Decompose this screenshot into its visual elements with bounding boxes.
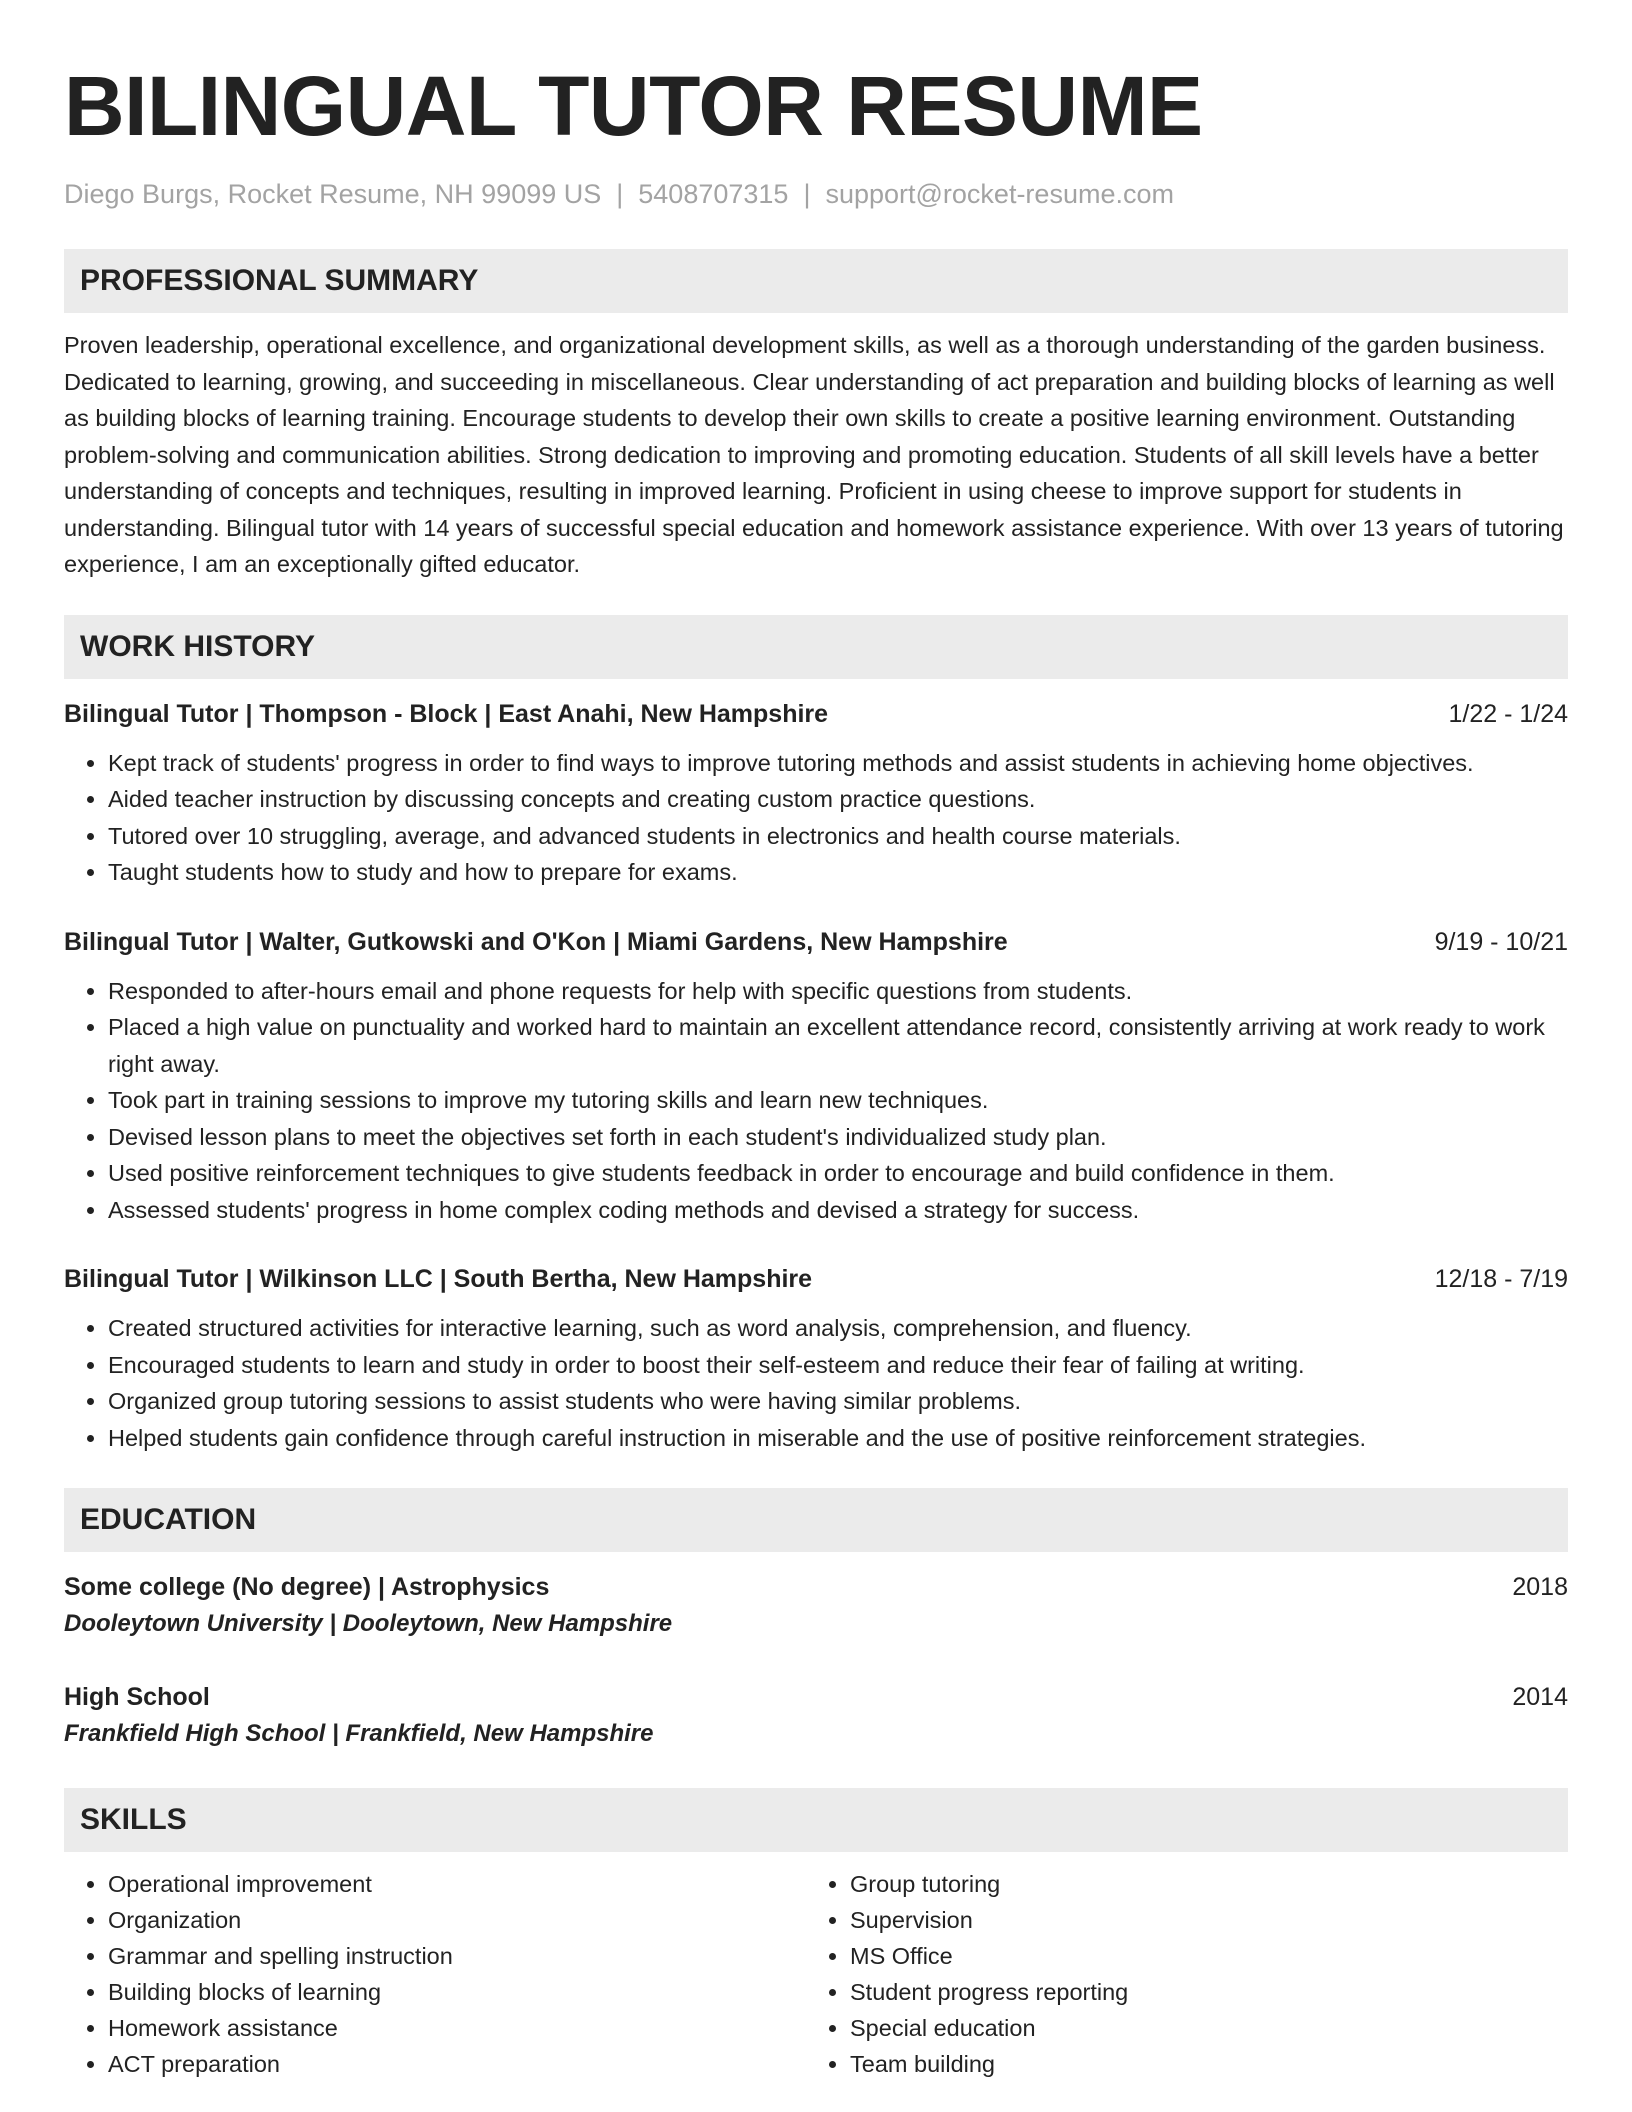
- job-title: Bilingual Tutor | Walter, Gutkowski and O'Kon | Miami Gardens, New Hampshire: [64, 927, 1008, 956]
- skill-item: • Team building: [850, 2046, 1548, 2082]
- job-bullets: [64, 1310, 1568, 1456]
- job-bullet: • Encouraged students to learn and study in order to boost their self-esteem and reduce their fear of failing at writing.: [108, 1347, 1568, 1384]
- contact-line: [64, 178, 1568, 210]
- skills-column-right: [806, 1866, 1548, 2082]
- education-date: 2014: [1512, 1683, 1568, 1711]
- education-school: Frankfield High School | Frankfield, New Hampshire: [64, 1720, 654, 1747]
- job-header: [64, 1260, 1568, 1298]
- skills-column-left: [64, 1866, 806, 2082]
- job-entry: [64, 695, 1568, 891]
- job-date: 9/19 - 10/21: [1434, 927, 1568, 956]
- job-date: 1/22 - 1/24: [1448, 699, 1568, 728]
- skill-item: • Supervision: [850, 1902, 1548, 1938]
- job-entry: [64, 923, 1568, 1229]
- job-title: Bilingual Tutor | Wilkinson LLC | South Bertha, New Hampshire: [64, 1265, 813, 1293]
- skill-item: • Student progress reporting: [850, 1974, 1548, 2010]
- resume-title: BILINGUAL TUTOR RESUME: [64, 59, 1203, 153]
- summary-heading: PROFESSIONAL SUMMARY: [64, 249, 1568, 313]
- education-degree: High School: [64, 1683, 210, 1711]
- resume-page: [64, 56, 1568, 2082]
- job-bullets: [64, 973, 1568, 1229]
- contact-separator: |: [616, 179, 624, 209]
- job-bullet: • Aided teacher instruction by discussing concepts and creating custom practice questions.: [108, 781, 1568, 818]
- job-bullet: • Helped students gain confidence through careful instruction in miserable and the use of positive reinforcement strategies.: [108, 1420, 1568, 1457]
- education-school: Dooleytown University | Dooleytown, New Hampshire: [64, 1610, 673, 1637]
- education-date: 2018: [1512, 1573, 1568, 1601]
- job-bullet: • Took part in training sessions to improve my tutoring skills and learn new techniques.: [108, 1082, 1568, 1119]
- education-heading: EDUCATION: [64, 1488, 1568, 1552]
- job-bullet: • Placed a high value on punctuality and worked hard to maintain an excellent attendance record, consistently arriving at work ready to work right away.: [108, 1009, 1568, 1082]
- skill-item: • Homework assistance: [108, 2010, 806, 2046]
- skills-list: [64, 1866, 1568, 2082]
- education-entry: [64, 1568, 1568, 1642]
- education-header: [64, 1678, 1568, 1716]
- skill-item: • Building blocks of learning: [108, 1974, 806, 2010]
- education-header: [64, 1568, 1568, 1606]
- skill-item: • Grammar and spelling instruction: [108, 1938, 806, 1974]
- job-bullet: • Tutored over 10 struggling, average, and advanced students in electronics and health course materials.: [108, 818, 1568, 855]
- education-degree: Some college (No degree) | Astrophysics: [64, 1573, 550, 1601]
- skill-item: • Group tutoring: [850, 1866, 1548, 1902]
- skills-heading: SKILLS: [64, 1788, 1568, 1852]
- contact-address: Diego Burgs, Rocket Resume, NH 99099 US: [64, 179, 602, 209]
- job-bullet: • Responded to after-hours email and phone requests for help with specific questions from students.: [108, 973, 1568, 1010]
- skill-item: • Special education: [850, 2010, 1548, 2046]
- summary-text: Proven leadership, operational excellence, and organizational development skills, as well as a thorough understanding of the garden business. Dedicated to learning, growing, and succeeding in miscellaneous. Clear understanding of act preparation and building blocks of learning as well as building blocks of learning training. Encourage students to develop their own skills to create a positive learning environment. Outstanding problem-solving and communication abilities. Strong dedication to improving and promoting education. Students of all skill levels have a better understanding of concepts and techniques, resulting in improved learning. Proficient in using cheese to improve support for students in understanding. Bilingual tutor with 14 years of successful special education and homework assistance experience. With over 13 years of tutoring experience, I am an exceptionally gifted educator.: [64, 332, 1564, 577]
- job-bullet: • Devised lesson plans to meet the objectives set forth in each student's individualized study plan.: [108, 1119, 1568, 1156]
- skill-item: • ACT preparation: [108, 2046, 806, 2082]
- skill-item: • MS Office: [850, 1938, 1548, 1974]
- job-date: 12/18 - 7/19: [1434, 1265, 1568, 1293]
- contact-email: support@rocket-resume.com: [825, 179, 1174, 209]
- job-bullet: • Created structured activities for interactive learning, such as word analysis, comprehension, and fluency.: [108, 1310, 1568, 1347]
- job-bullet: • Taught students how to study and how to prepare for exams.: [108, 854, 1568, 891]
- contact-phone: 5408707315: [638, 179, 789, 209]
- contact-separator: |: [803, 179, 811, 209]
- job-title: Bilingual Tutor | Thompson - Block | East Anahi, New Hampshire: [64, 699, 829, 728]
- job-bullet: • Assessed students' progress in home complex coding methods and devised a strategy for success.: [108, 1192, 1568, 1229]
- work-history-heading: WORK HISTORY: [64, 615, 1568, 679]
- job-bullet: • Kept track of students' progress in order to find ways to improve tutoring methods and assist students in achieving home objectives.: [108, 745, 1568, 782]
- job-header: [64, 695, 1568, 733]
- job-entry: [64, 1260, 1568, 1456]
- job-bullets: [64, 745, 1568, 891]
- job-bullet: • Used positive reinforcement techniques to give students feedback in order to encourage and build confidence in them.: [108, 1155, 1568, 1192]
- job-header: [64, 923, 1568, 961]
- skill-item: • Operational improvement: [108, 1866, 806, 1902]
- skill-item: • Organization: [108, 1902, 806, 1938]
- education-entry: [64, 1678, 1568, 1752]
- job-bullet: • Organized group tutoring sessions to assist students who were having similar problems.: [108, 1383, 1568, 1420]
